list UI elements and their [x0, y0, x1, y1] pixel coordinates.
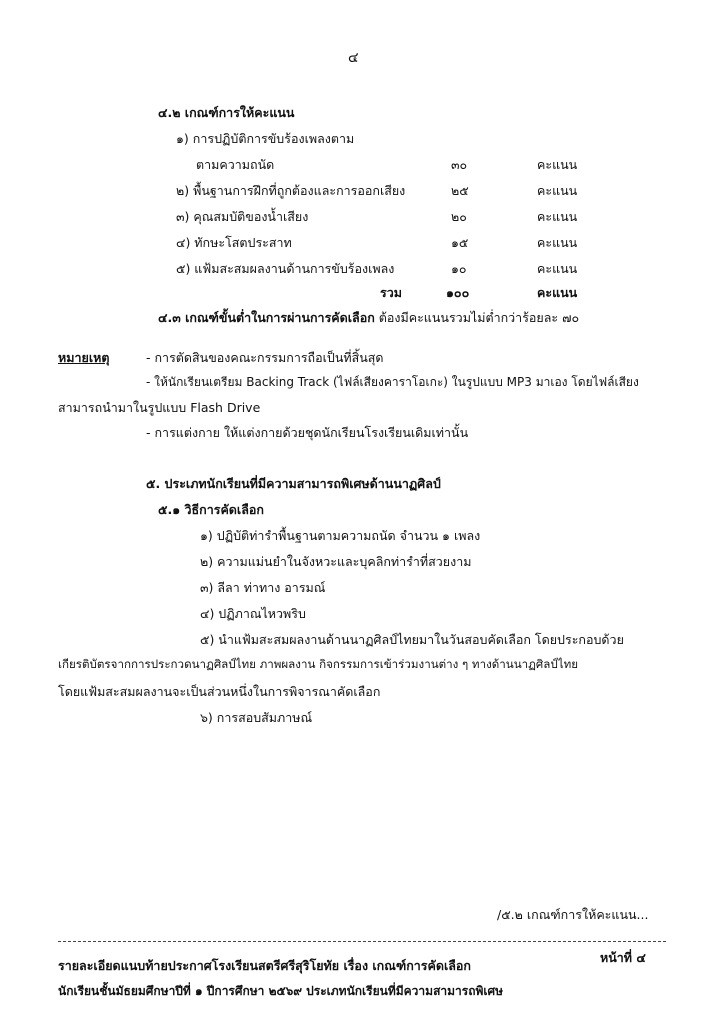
note-line-2: - ให้นักเรียนเตรียม Backing Track (ไฟล์เสียงคาราโอเกะ) ในรูปแบบ MP3 มาเอง โดยไฟล์เสียง [146, 375, 639, 389]
criteria-row-6-score: ๑๐ [451, 261, 467, 276]
note-line-3: สามารถนำมาในรูปแบบ Flash Drive [58, 400, 261, 415]
criteria-row-4-label: ๓) คุณสมบัติของน้ำเสียง [176, 209, 309, 224]
criteria-row-5-unit: คะแนน [537, 235, 578, 250]
criteria-row-2-unit: คะแนน [537, 157, 578, 172]
note-line-4: - การแต่งกาย ให้แต่งกายด้วยชุดนักเรียนโรงเรียนเดิมเท่านั้น [146, 425, 469, 440]
method-item-5-line-1: ๕) นำแฟ้มสะสมผลงานด้านนาฏศิลป์ไทยมาในวันสอบคัดเลือก โดยประกอบด้วย [200, 632, 624, 647]
footer-line-2: นักเรียนชั้นมัธยมศึกษาปีที่ ๑ ปีการศึกษา ๒๕๖๙ ประเภทนักเรียนที่มีความสามารถพิเศษ [58, 984, 504, 998]
note-label: หมายเหตุ [58, 350, 110, 365]
total-score: ๑๐๐ [446, 285, 470, 300]
section-4-3 [158, 308, 579, 328]
criteria-row-1-label: ๑) การปฏิบัติการขับร้องเพลงตาม [176, 131, 355, 146]
method-item-5-line-2: เกียรติบัตรจากการประกวดนาฏศิลป์ไทย ภาพผลงาน กิจกรรมการเข้าร่วมงานต่าง ๆ ทางด้านนาฏศิลป์ไทย [58, 657, 579, 671]
method-item-6: ๖) การสอบสัมภาษณ์ [200, 710, 313, 725]
method-item-1: ๑) ปฏิบัติท่ารำพื้นฐานตามความถนัด จำนวน ๑ เพลง [200, 528, 481, 543]
method-item-4: ๔) ปฏิภาณไหวพริบ [200, 606, 306, 621]
footer-page-label: หน้าที่ ๔ [600, 950, 646, 965]
section-4-3-text: ต้องมีคะแนนรวมไม่ต่ำกว่าร้อยละ ๗๐ [378, 310, 580, 325]
criteria-row-6-label: ๕) แฟ้มสะสมผลงานด้านการขับร้องเพลง [176, 261, 395, 276]
continuation-text: /๕.๒ เกณฑ์การให้คะแนน... [497, 907, 649, 922]
method-item-5-line-3: โดยแฟ้มสะสมผลงานจะเป็นส่วนหนึ่งในการพิจารณาคัดเลือก [58, 684, 381, 699]
page-number-top: ๔ [348, 50, 359, 66]
criteria-row-5-score: ๑๕ [451, 235, 469, 250]
section-5-1-heading: ๕.๑ วิธีการคัดเลือก [158, 502, 264, 517]
criteria-row-6-unit: คะแนน [537, 261, 578, 276]
footer-divider [58, 941, 666, 942]
total-unit: คะแนน [537, 285, 578, 300]
section-5-heading: ๕. ประเภทนักเรียนที่มีความสามารถพิเศษด้านนาฏศิลป์ [146, 476, 441, 491]
total-label: รวม [380, 285, 402, 300]
section-4-3-heading: ๔.๓ เกณฑ์ขั้นต่ำในการผ่านการคัดเลือก [158, 310, 375, 325]
criteria-row-3-unit: คะแนน [537, 183, 578, 198]
method-item-3: ๓) ลีลา ท่าทาง อารมณ์ [200, 580, 326, 595]
criteria-row-4-score: ๒๐ [451, 209, 467, 224]
footer-line-1: รายละเอียดแนบท้ายประกาศโรงเรียนสตรีศรีสุริโยทัย เรื่อง เกณฑ์การคัดเลือก [58, 958, 472, 973]
criteria-row-2-label: ตามความถนัด [196, 157, 275, 172]
criteria-row-3-score: ๒๕ [451, 183, 469, 198]
criteria-row-4-unit: คะแนน [537, 209, 578, 224]
criteria-row-5-label: ๔) ทักษะโสตประสาท [176, 235, 292, 250]
method-item-2: ๒) ความแม่นยำในจังหวะและบุคลิกท่ารำที่สวยงาม [200, 554, 472, 569]
criteria-row-2-score: ๓๐ [451, 157, 468, 172]
note-line-1: - การตัดสินของคณะกรรมการถือเป็นที่สิ้นสุด [146, 350, 384, 365]
section-4-2-heading: ๔.๒ เกณฑ์การให้คะแนน [158, 105, 295, 120]
criteria-row-3-label: ๒) พื้นฐานการฝึกที่ถูกต้องและการออกเสียง [176, 183, 406, 198]
